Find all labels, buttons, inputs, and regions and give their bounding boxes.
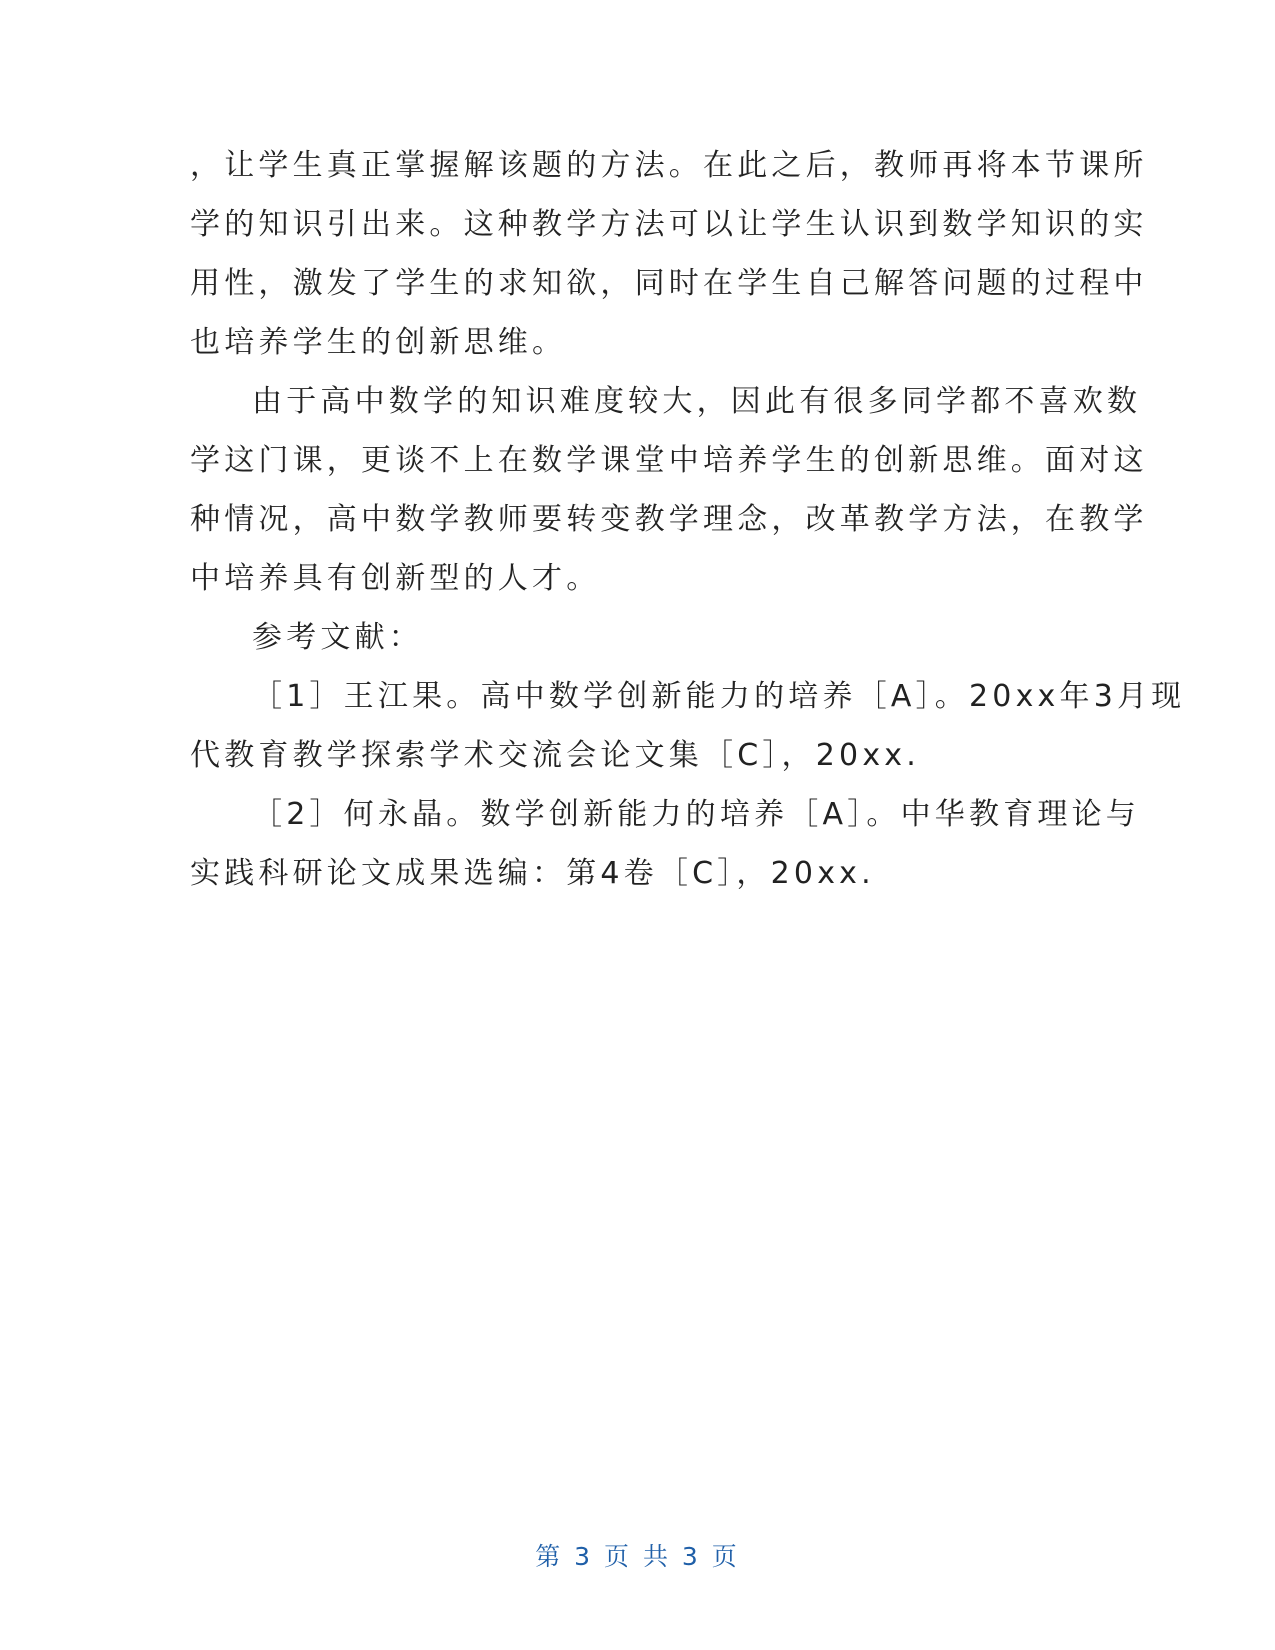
reference-item-2-cont: 实践科研论文成果选编：第4卷［C］，20xx. — [190, 856, 875, 891]
page-footer: 第 3 页 共 3 页 — [535, 1542, 740, 1571]
reference-item-1-cont: 代教育教学探索学术交流会论文集［C］，20xx. — [190, 738, 920, 773]
paragraph-line: ，让学生真正掌握解该题的方法。在此之后，教师再将本节课所 — [190, 148, 1148, 183]
paragraph-line: 学的知识引出来。这种教学方法可以让学生认识到数学知识的实 — [190, 207, 1148, 242]
reference-item-1: ［1］王江果。高中数学创新能力的培养［A］。20xx年3月现 — [252, 679, 1186, 714]
references-heading: 参考文献： — [252, 620, 423, 655]
paragraph-line: 用性，激发了学生的求知欲，同时在学生自己解答问题的过程中 — [190, 266, 1148, 301]
paragraph-line: 也培养学生的创新思维。 — [190, 325, 567, 360]
paragraph-line: 中培养具有创新型的人才。 — [190, 561, 601, 596]
paragraph-line: 种情况，高中数学教师要转变教学理念，改革教学方法，在教学 — [190, 502, 1148, 537]
paragraph-line: 由于高中数学的知识难度较大，因此有很多同学都不喜欢数 — [252, 384, 1142, 419]
paragraph-line: 学这门课，更谈不上在数学课堂中培养学生的创新思维。面对这 — [190, 443, 1148, 478]
reference-item-2: ［2］何永晶。数学创新能力的培养［A］。中华教育理论与 — [252, 797, 1141, 832]
